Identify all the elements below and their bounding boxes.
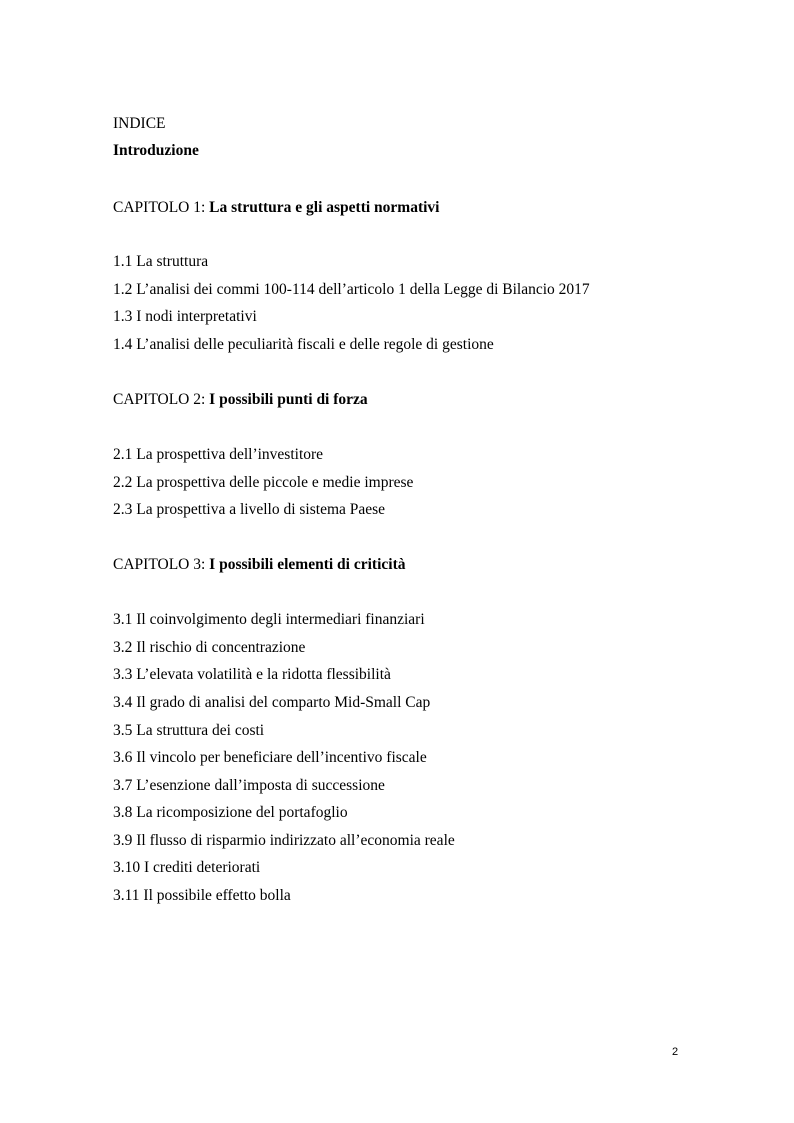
section-1-4: 1.4 L’analisi delle peculiarità fiscali e delle regole di gestione — [113, 336, 494, 353]
section-3-10: 3.10 I crediti deteriorati — [113, 859, 261, 876]
chapter-2-prefix: CAPITOLO 2: — [113, 391, 210, 408]
section-3-4: 3.4 Il grado di analisi del comparto Mid-Small Cap — [113, 694, 431, 711]
chapter-2-title: I possibili punti di forza — [209, 391, 368, 408]
section-3-6: 3.6 Il vincolo per beneficiare dell’incentivo fiscale — [113, 749, 427, 766]
section-2-1: 2.1 La prospettiva dell’investitore — [113, 446, 324, 463]
section-1-2: 1.2 L’analisi dei commi 100-114 dell’articolo 1 della Legge di Bilancio 2017 — [113, 281, 590, 298]
chapter-3-heading — [113, 556, 406, 574]
section-3-2: 3.2 Il rischio di concentrazione — [113, 639, 306, 656]
section-3-5: 3.5 La struttura dei costi — [113, 722, 265, 739]
section-3-8: 3.8 La ricomposizione del portafoglio — [113, 804, 348, 821]
section-2-2: 2.2 La prospettiva delle piccole e medie imprese — [113, 474, 414, 491]
section-3-3: 3.3 L’elevata volatilità e la ridotta flessibilità — [113, 666, 391, 683]
toc-introduction: Introduzione — [113, 142, 199, 159]
section-3-9: 3.9 Il flusso di risparmio indirizzato all’economia reale — [113, 832, 455, 849]
section-3-11: 3.11 Il possibile effetto bolla — [113, 887, 291, 904]
chapter-1-title: La struttura e gli aspetti normativi — [209, 199, 440, 216]
section-3-1: 3.1 Il coinvolgimento degli intermediari finanziari — [113, 611, 425, 628]
chapter-1-prefix: CAPITOLO 1: — [113, 199, 210, 216]
section-3-7: 3.7 L’esenzione dall’imposta di successione — [113, 777, 385, 794]
section-1-1: 1.1 La struttura — [113, 253, 209, 270]
chapter-3-title: I possibili elementi di criticità — [209, 556, 406, 573]
toc-heading: INDICE — [113, 115, 166, 132]
chapter-1-heading — [113, 199, 440, 217]
page-number: 2 — [672, 1046, 679, 1058]
section-2-3: 2.3 La prospettiva a livello di sistema Paese — [113, 501, 386, 518]
section-1-3: 1.3 I nodi interpretativi — [113, 308, 257, 325]
chapter-2-heading — [113, 391, 368, 409]
chapter-3-prefix: CAPITOLO 3: — [113, 556, 210, 573]
